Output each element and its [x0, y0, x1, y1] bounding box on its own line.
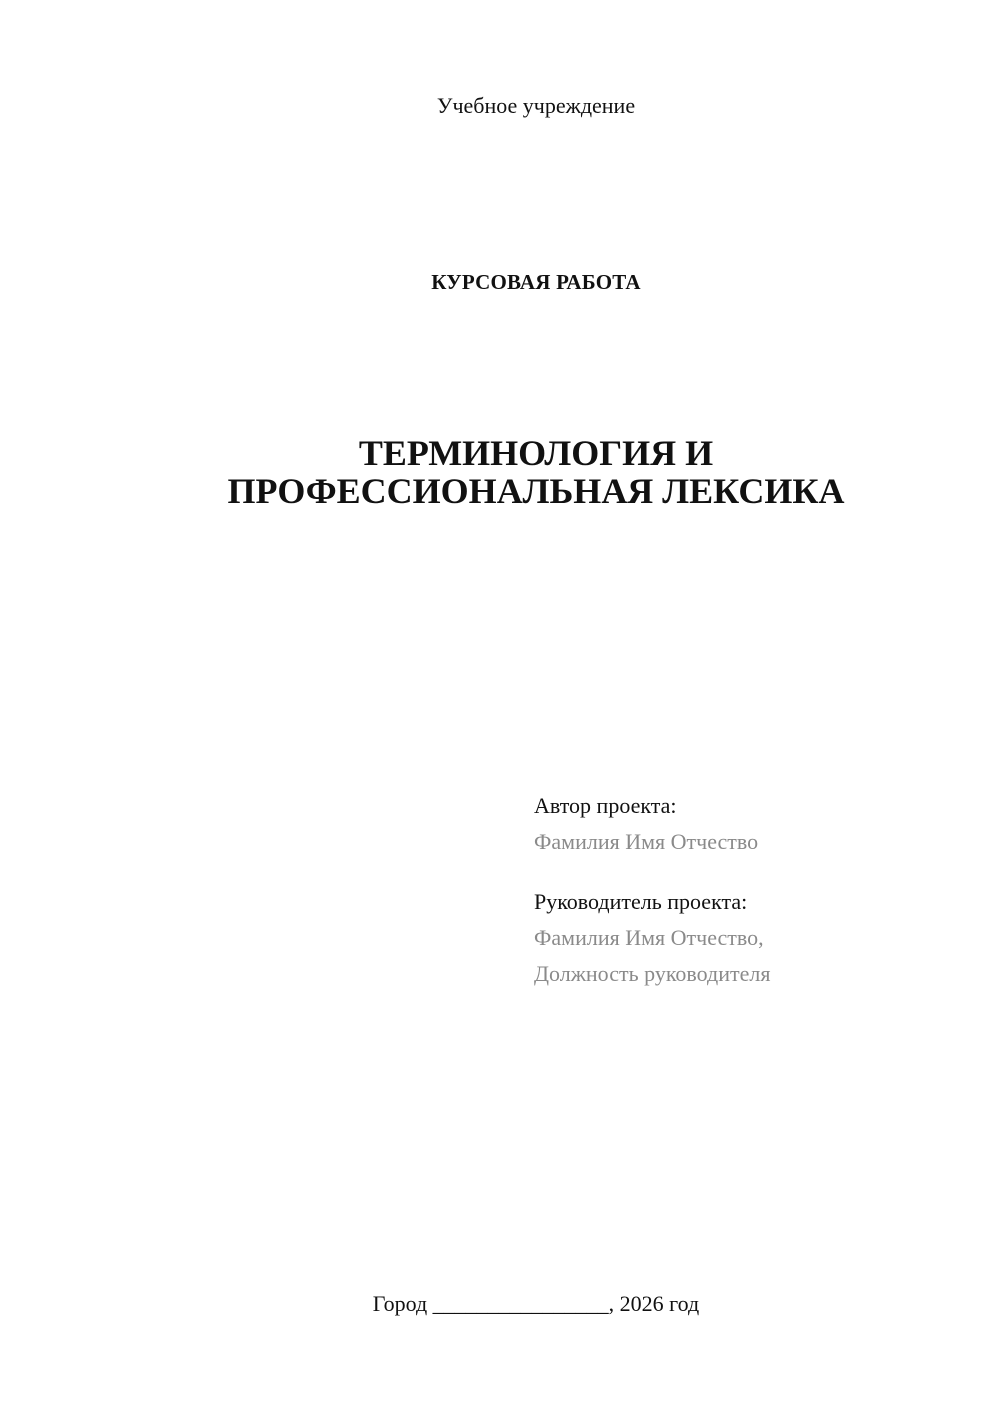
supervisor-position: Должность руководителя: [534, 961, 771, 986]
work-type-heading: КУРСОВАЯ РАБОТА: [431, 270, 641, 294]
credits-spacer: [534, 860, 954, 884]
institution-name: Учебное учреждение: [436, 93, 636, 118]
author-name: Фамилия Имя Отчество: [534, 829, 759, 854]
title-line-2: ПРОФЕССИОНАЛЬНАЯ ЛЕКСИКА: [227, 471, 845, 511]
credits-block: [534, 788, 954, 992]
city-year-line: Город ________________, 2026 год: [372, 1291, 700, 1316]
supervisor-label: Руководитель проекта:: [534, 889, 748, 914]
document-title: [0, 434, 1000, 510]
title-line-1: ТЕРМИНОЛОГИЯ И: [358, 433, 714, 473]
supervisor-name: Фамилия Имя Отчество,: [534, 925, 764, 950]
author-label: Автор проекта:: [534, 793, 677, 818]
